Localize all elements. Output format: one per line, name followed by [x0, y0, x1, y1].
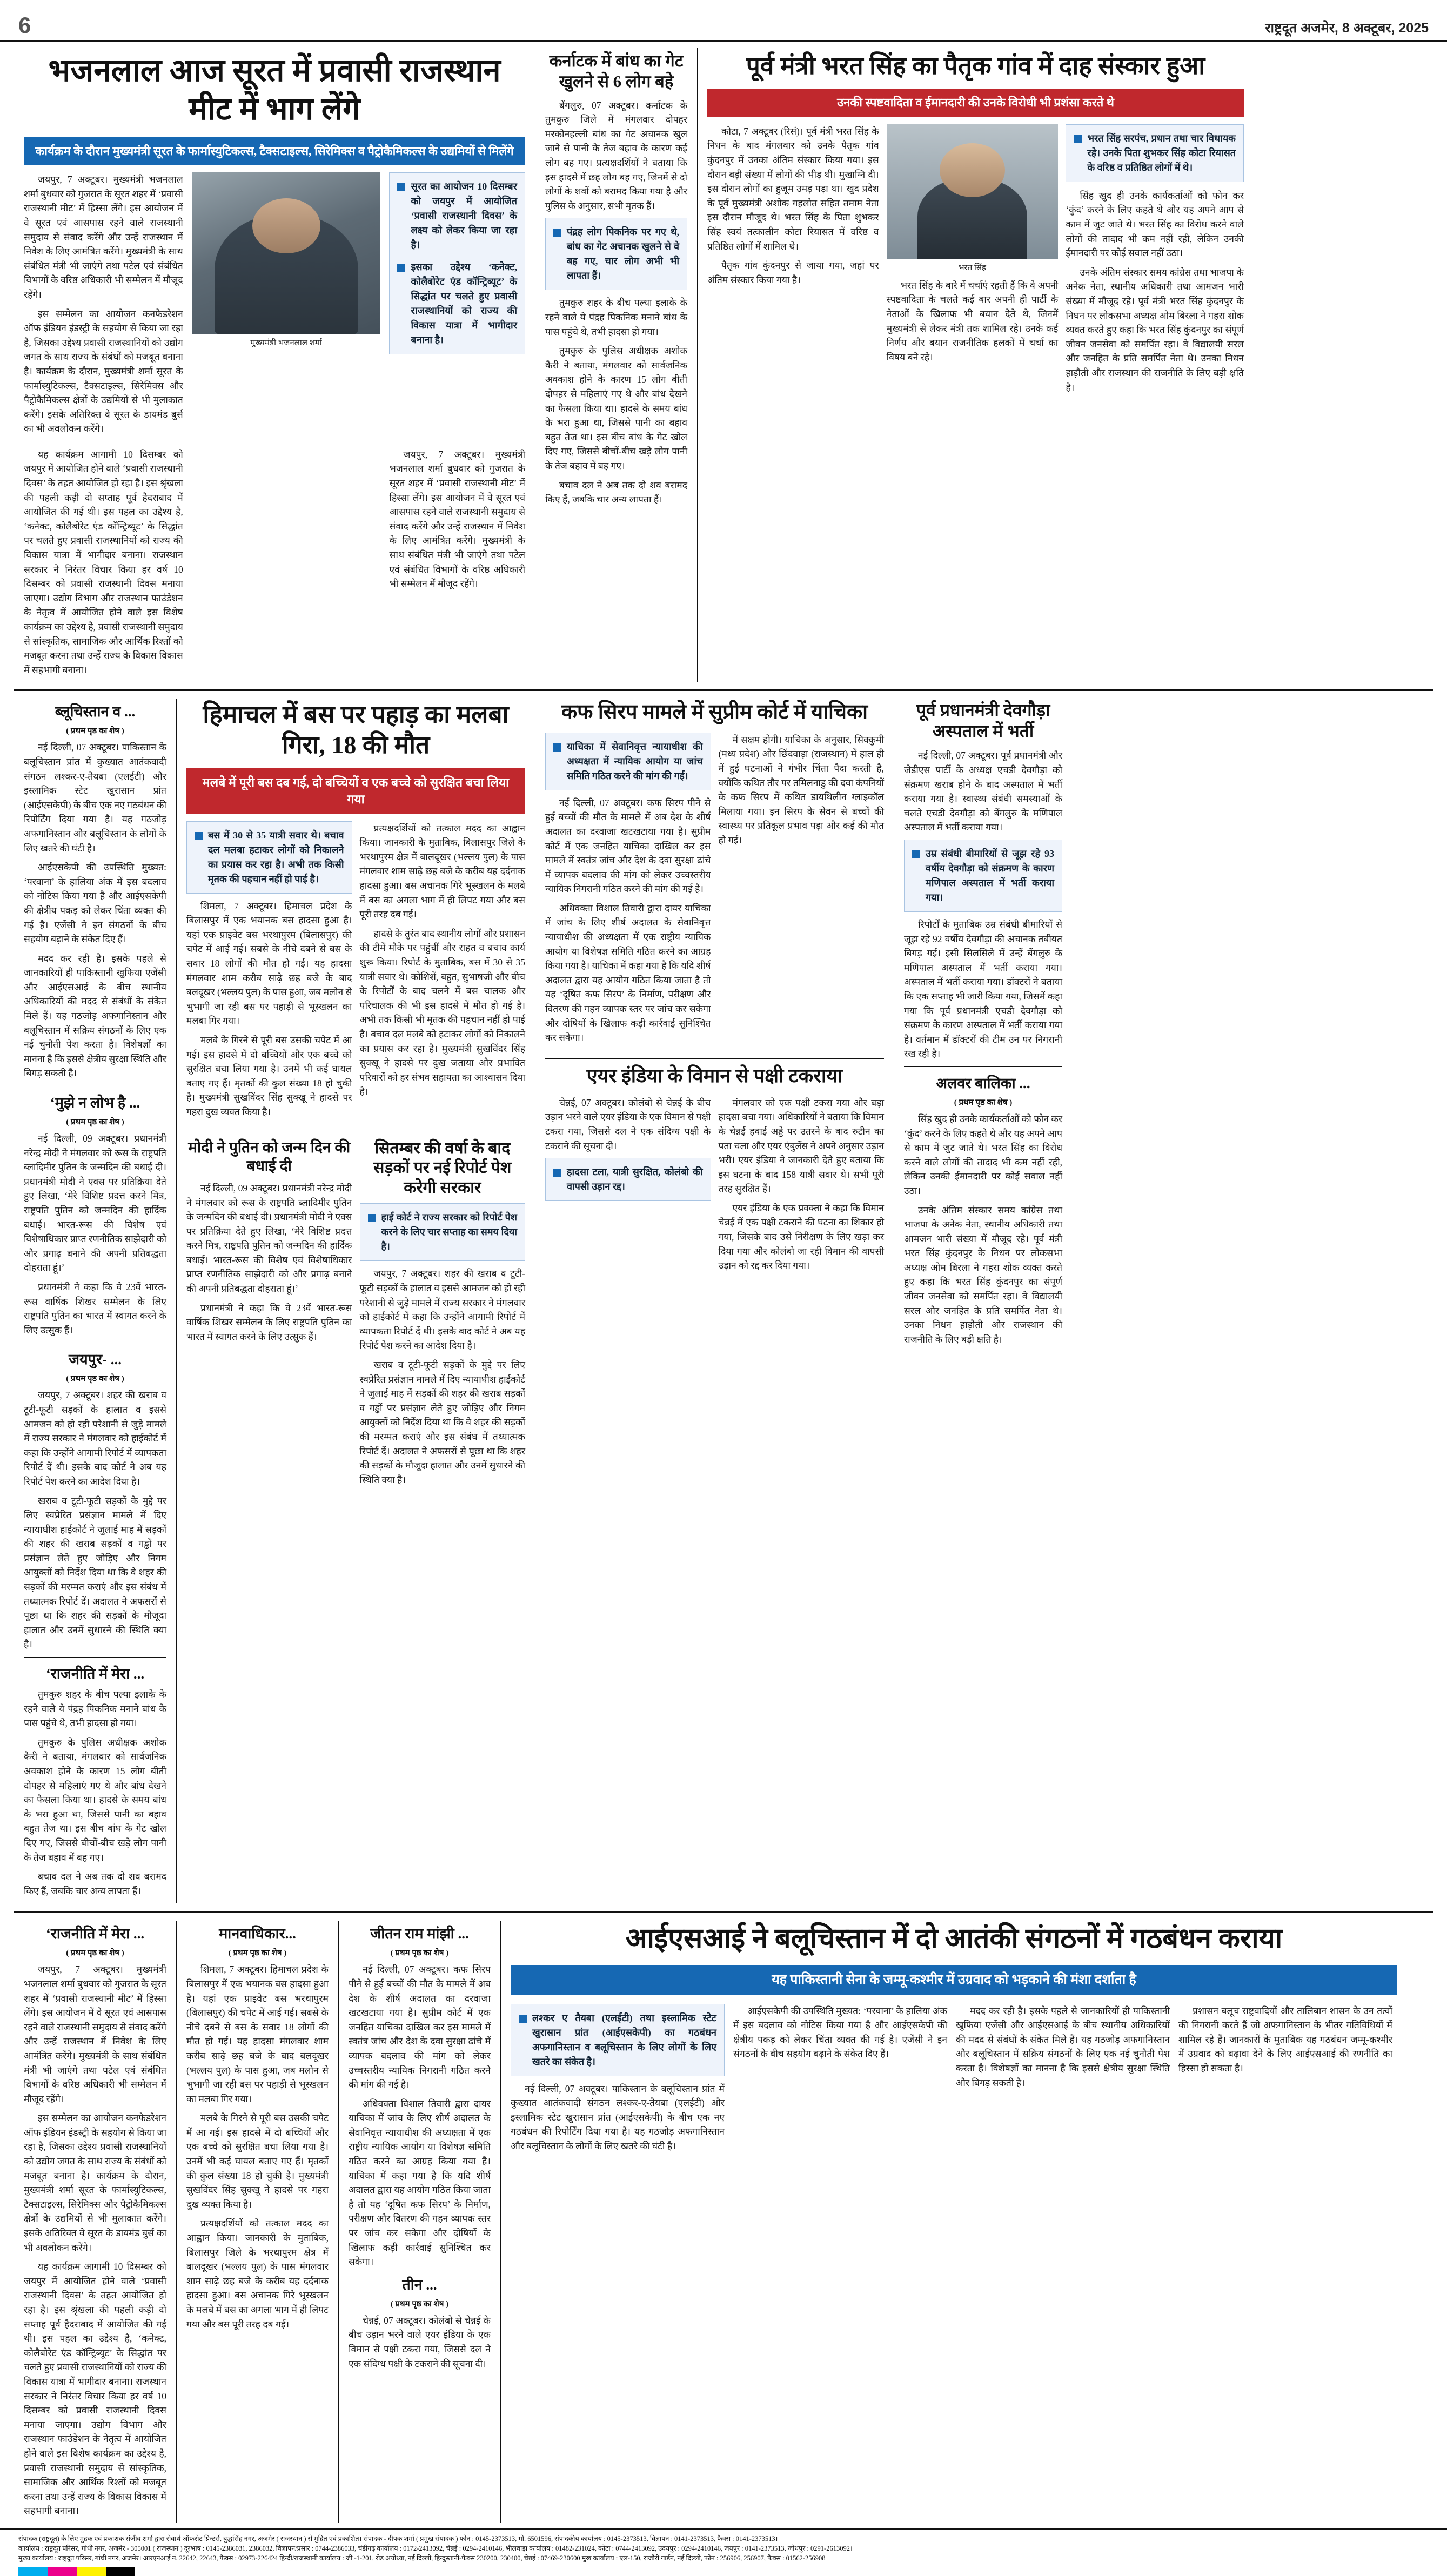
bullet-square-icon	[519, 2015, 527, 2023]
cough-syrup-headline: कफ सिरप मामले में सुप्रीम कोर्ट में याचिका	[561, 701, 868, 724]
cough-syrup-story	[535, 699, 894, 1903]
karnataka-story	[535, 48, 697, 682]
isi-kicker: यह पाकिस्तानी सेना के जम्मू-कश्मीर में उग्रवाद को भड़काने की मंशा दर्शाता है	[511, 1965, 1397, 1995]
isi-col4: प्रशासन बलूच राष्ट्रवादियों और तालिबान शासन के उन तत्वों की निगरानी करते हैं जो अफगानिस्तान के भीतर गतिविधियों में शामिल रहे हैं। जानकारों के मुताबिक यह गठबंधन जम्मू-कश्मीर में उग्रवाद को बढ़ावा देने के लिए आईएसआई की रणनीति का हिस्सा हो सकता है।	[1178, 2005, 1392, 2074]
karnataka-bullet: पंद्रह लोग पिकनिक पर गए थे, बांध का गेट अचानक खुलने से वे बह गए, चार लोग अभी भी लापता हैं।	[567, 226, 679, 281]
cont-body-rajneeti-2: जयपुर, 7 अक्टूबर। मुख्यमंत्री भजनलाल शर्मा बुधवार को गुजरात के सूरत शहर में ‘प्रवासी राजस्थानी मीट’ में हिस्सा लेंगे। इस आयोजन में वे सूरत एवं आसपास रहने वाले राजस्थानी समुदाय से संवाद करेंगे और उन्हें राजस्थान में निवेश के लिए आमंत्रित करेंगे। मुख्यमंत्री के साथ संबंधित मंत्री भी जाएंगे तथा पटेल एवं संबंधित विभागों के वरिष्ठ अधिकारी भी सम्मेलन में मौजूद रहेंगे। इस सम्मेलन का आयोजन कनफेडरेशन ऑफ इंडियन इंडस्ट्री के सहयोग से किया जा रहा है, जिसका उद्देश्य प्रवासी राजस्थानियों को उद्योग जगत के साथ राज्य के संबंधों को मजबूत बनाना है। कार्यक्रम के दौरान, मुख्यमंत्री शर्मा सूरत के फार्मास्युटिकल्स, टैक्सटाइल्स, सिरेमिक्स और पैट्रोकैमिकल्स क्षेत्रों के उद्यमियों से भी मुलाकात करेंगे। इसके अतिरिक्त वे सूरत के डायमंड बुर्स का भी अवलोकन करेंगे। यह कार्यक्रम आगामी 10 दिसम्बर को जयपुर में आयोजित होने वाले ‘प्रवासी राजस्थानी दिवस’ के तहत आयोजित हो रहा है। इस श्रृंखला की पहली कड़ी दो सप्ताह पूर्व हैदराबाद में आयोजित की गई थी। इस पहल का उद्देश्य है, ‘कनेक्ट, कोलैबोरेट एंड कॉन्ट्रिब्यूट’ के सिद्धांत पर चलते हुए प्रवासी राजस्थानियों को राज्य की विकास यात्रा में भागीदार बनाना। राजस्थान सरकार ने निरंतर विचार किया हर वर्ष 10 दिसम्बर को प्रवासी राजस्थानी दिवस मनाया जाएगा। उद्योग विभाग और राजस्थान फाउंडेशन के नेतृत्व में आयोजित होने वाले इस विशेष कार्यक्रम का उद्देश्य है, प्रवासी राजस्थानी समुदाय से सांस्कृतिक, सामाजिक और आर्थिक रिश्तों को मजबूत करना तथा उन्हें राज्य के विकास विकास में सहभागी बनाना।	[24, 1964, 166, 2517]
isi-col3: मदद कर रही है। इसके पहले से जानकारियों ही पाकिस्तानी खुफिया एजेंसी और आईएसआई के बीच स्थानीय अधिकारियों की मदद से संबंधों के संकेत मिले हैं। यह गठजोड़ अफगानिस्तान और बलूचिस्तान में सक्रिय संगठनों के लिए एक नई चुनौती पेश करता है। विशेषज्ञों का मानना है कि इससे क्षेत्रीय सुरक्षा स्थिति और बिगड़ सकती है।	[956, 2005, 1170, 2088]
bullet-square-icon	[397, 183, 405, 191]
cont-title-manavadhikar: मानवाधिकार...	[219, 1926, 296, 1942]
isi-bullet-box	[511, 2004, 725, 2076]
cont-from-alwar: ( प्रथम पृष्ठ का शेष )	[954, 1098, 1013, 1107]
cough-col1: नई दिल्ली, 07 अक्टूबर। कफ सिरप पीने से हुई बच्चों की मौत के मामले में अब देश के शीर्ष अदालत का दरवाजा खटखटाया गया है। सुप्रीम कोर्ट में एक जनहित याचिका दाखिल कर इस मामले में स्वतंत्र जांच और देश के दवा सुरक्षा ढांचे में व्यापक बदलाव की मांग को लेकर उच्चस्तरीय न्यायिक निगरानी गठित करने की मांग की गई है। अधिवक्ता विशाल तिवारी द्वारा दायर याचिका में जांच के लिए शीर्ष अदालत के सेवानिवृत्त न्यायाधीश की अध्यक्षता में एक राष्ट्रीय न्यायिक आयोग या विशेषज्ञ समिति गठित करने का आग्रह किया गया है। याचिका में कहा गया है कि यदि शीर्ष अदालत द्वारा यह आयोग गठित किया जाता है तो यह ‘दूषित कफ सिरप’ के निर्माण, परीक्षण और वितरण की गहन व्यापक स्तर पर जांच कर सकेगा और दोषियों के खिलाफ कड़ी कार्रवाई सुनिश्चित कर सकेगा।	[545, 797, 711, 1043]
masthead	[0, 0, 1447, 42]
devgowda-story	[894, 699, 1072, 1903]
isi-headline: आईएसआई ने बलूचिस्तान में दो आतंकी संगठनों में गठबंधन कराया	[625, 1923, 1283, 1955]
himachal-kicker: मलबे में पूरी बस दब गई, दो बच्चियों व एक बच्चे को सुरक्षित बचा लिया गया	[186, 768, 525, 814]
isi-col2: आईएसकेपी की उपस्थिति मुख्यत: ‘परवाना’ के हालिया अंक में इस बदलाव को नोटिस किया गया है और आईएसकेपी की क्षेत्रीय पकड़ को लेकर चिंता व्यक्त की गई है। एजेंसी ने इन संगठनों के बीच सहयोग बढ़ाने के संकेत दिए हैं।	[733, 2005, 948, 2060]
middle-section	[0, 699, 1447, 1903]
cont-title-teen: तीन ...	[402, 2276, 437, 2293]
bullet-square-icon	[553, 1169, 561, 1177]
cont-body-balochistan: नई दिल्ली, 07 अक्टूबर। पाकिस्तान के बलूचिस्तान प्रांत में कुख्यात आतंकवादी संगठन लश्कर-ए-तैयबा (एलईटी) और इस्लामिक स्टेट खुरासान प्रांत (आईएसकेपी) के बीच एक नए गठबंधन की रिपोर्टिंग दिया गया है। यह गठजोड़ अफगानिस्तान और बलूचिस्तान के लोगों के लिए खतरे की घंटी है। आईएसकेपी की उपस्थिति मुख्यत: ‘परवाना’ के हालिया अंक में इस बदलाव को नोटिस किया गया है और आईएसकेपी की क्षेत्रीय पकड़ को लेकर चिंता व्यक्त की गई है। एजेंसी ने इन संगठनों के बीच सहयोग बढ़ाने के संकेत दिए हैं। मदद कर रही है। इसके पहले से जानकारियों ही पाकिस्तानी खुफिया एजेंसी और आईएसआई के बीच स्थानीय अधिकारियों की मदद से संबंधों के संकेत मिले हैं। यह गठजोड़ अफगानिस्तान और बलूचिस्तान में सक्रिय संगठनों के लिए एक नई चुनौती पेश करता है। विशेषज्ञों का मानना है कि इससे क्षेत्रीय सुरक्षा स्थिति और बिगड़ सकती है।	[24, 742, 166, 1079]
cont-from-rajneeti-2: ( प्रथम पृष्ठ का शेष )	[66, 1949, 124, 1958]
cont-title-balochistan: ब्लूचिस्तान व ...	[55, 703, 136, 720]
bullet-square-icon	[195, 832, 203, 840]
lead-photo	[192, 172, 381, 334]
bullet-square-icon	[368, 1214, 376, 1222]
bharat-singh-portrait	[887, 124, 1059, 259]
bullet-square-icon	[397, 264, 405, 272]
bharat-singh-story	[697, 48, 1254, 682]
continuation-column-1	[14, 699, 176, 1903]
bharat-singh-col3: सिंह खुद ही उनके कार्यकर्ताओं को फोन कर ‘कुंद’ करने के लिए कहते थे और यह अपने आप से काम में जुट जाते थे। भरत सिंह का विरोध करने वाले लोगों की तादाद भी कम नहीं रही, लेकिन उनकी ईमानदारी पर कोई सवाल नहीं उठा। उनके अंतिम संस्कार समय कांग्रेस तथा भाजपा के अनेक नेता, स्थानीय अधिकारी तथा आमजन भारी संख्या में मौजूद रहे। पूर्व मंत्री भरत सिंह कुंदनपुर के निधन पर लोकसभा अध्यक्ष ओम बिरला ने गहरा शोक व्यक्त करते हुए कहा कि भरत सिंह कुंदनपुर का संपूर्ण जीवन जनसेवा को समर्पित रहा। वे विद्यालयी सरल और जनहित के प्रति समर्पित नेता थे। उनका निधन हाड़ौती और राजस्थान की राजनीति के लिए बड़ी क्षति है।	[1066, 190, 1244, 393]
lead-bullet-1: सूरत का आयोजन 10 दिसम्बर को जयपुर में आयोजित ‘प्रवासी राजस्थानी दिवस’ के लक्ष्य को लेकर किया जा रहा है।	[411, 181, 517, 251]
lead-body-col3	[192, 447, 381, 682]
himachal-bullet: बस में 30 से 35 यात्री सवार थे। बचाव दल मलबा हटाकर लोगों को निकालने का प्रयास कर रहा है। अभी तक किसी मृतक की पहचान नहीं हो पाई है।	[208, 829, 344, 884]
footer-line-3: मुख्य कार्यालय : राष्ट्रदूत परिसर, गांधी नगर, अजमेर। आरएनआई नं. 22642, 22643, फैक्स : 02973-226424 हिन्दी/राजस्थानी कार्यालय : जी -1-201, रोड अयोध्या, नई दिल्ली, हिन्दुस्तानी-फैक्स 230200, 230400, चेन्नई : 07469-230600 मुख कार्यालय : एल-150, राजौरी गार्डन, नई दिल्ली, फोन : 256906, 256907, फैक्स : 01562-256908	[18, 2554, 826, 2562]
himachal-bullet-box	[186, 821, 352, 894]
cont-body-jaipur: जयपुर, 7 अक्टूबर। शहर की खराब व टूटी-फूटी सड़कों के हालात व इससे आमजन को हो रही परेशानी से जुड़े मामले में राज्य सरकार ने मंगलवार को हाईकोर्ट में कहा कि उन्होंने आगामी रिपोर्ट में व्यापकता रिपोर्ट दें थी। इसके बाद कोर्ट ने अब यह रिपोर्ट पेश करने का आदेश दिया है। खराब व टूटी-फूटी सड़कों के मुद्दे पर लिए स्वप्रेरित प्रसंज्ञान मामले में दिए न्यायाधीश हाईकोर्ट ने जुलाई माह में सड़कों की शहर की खराब सड़कों व गड्ढों पर प्रसंज्ञान लेते हुए जोड़िए और निगम आयुक्तों को निर्देश दिया था कि वे शहर की सड़कों की मरम्मत कराएं और इस संबंध में तथ्यात्मक रिपोर्ट दें। अदालत ने अफसरों से पूछा था कि शहर की सड़कों के मौजूदा हालात और उनमें सुधारने की स्थिति क्या है।	[24, 1390, 166, 1650]
continuation-column-bottom-1	[14, 1921, 176, 2523]
page-number: 6	[18, 12, 31, 38]
isi-col1: नई दिल्ली, 07 अक्टूबर। पाकिस्तान के बलूचिस्तान प्रांत में कुख्यात आतंकवादी संगठन लश्कर-ए-तैयबा (एलईटी) और इस्लामिक स्टेट खुरासान प्रांत (आईएसकेपी) के बीच एक नए गठबंधन की रिपोर्टिंग दिया गया है। यह गठजोड़ अफगानिस्तान और बलूचिस्तान के लोगों के लिए खतरे की घंटी है।	[511, 2083, 725, 2151]
modi-putin-headline: मोदी ने पुतिन को जन्म दिन की बधाई दी	[188, 1139, 351, 1175]
bullet-square-icon	[553, 743, 561, 752]
cont-from-jitan: ( प्रथम पृष्ठ का शेष )	[390, 1949, 449, 1958]
lead-bullet-box	[389, 172, 525, 354]
cont-body-manavadhikar: शिमला, 7 अक्टूबर। हिमाचल प्रदेश के बिलासपुर में एक भयानक बस हादसा हुआ है। यहां एक प्राइवेट बस भरथापुरम (बिलासपुर) की चपेट में आई गई। सबसे के नीचे दबने से बस के सवार 18 लोगों की मौत हो गई। यह हादसा मंगलवार शाम करीब साढ़े छह बजे के बाद बलदूखर (भल्लय पुल) के पास हुआ, जब मलोन से भुभागी जा रही बस पर पहाड़ी से भूस्खलन का मलबा गिर गया। मलबे के गिरने से पूरी बस उसकी चपेट में आ गई। इस हादसे में दो बच्चियों और एक बच्चे को सुरक्षित बचा लिया गया है। उनमें भी कई घायल बताए गए हैं। मृतकों की कुल संख्या 18 हो चुकी है। मुख्यमंत्री सुखविंदर सिंह सुक्खू ने हादसे पर गहरा दुख व्यक्त किया है। प्रत्यक्षदर्शियों को तत्काल मदद का आह्वान किया। जानकारी के मुताबिक, बिलासपुर जिले के भरथापुरम क्षेत्र में बालदूखर (भल्लय पुल) के पास मंगलवार शाम साढ़े छह बजे के करीब यह दर्दनाक हादसा हुआ। बस अचानक गिरे भूस्खलन के मलबे में बस का अगला भाग में ही लिपट गया और बस पूरी तरह दब गई।	[186, 1964, 329, 2330]
himachal-story	[176, 699, 535, 1903]
lead-bullet-2: इसका उद्देश्य ‘कनेक्ट, कोलैबोरेट एंड कॉन्ट्रिब्यूट’ के सिद्धांत पर चलते हुए प्रवासी राजस्थानियों को राज्य की विकास यात्रा में भागीदार बनाना है।	[411, 261, 517, 346]
cont-title-alwar: अलवर बालिका ...	[936, 1075, 1030, 1091]
footer	[0, 2528, 1447, 2576]
devgowda-body-top: नई दिल्ली, 07 अक्टूबर। पूर्व प्रधानमंत्री और जेडीएस पार्टी के अध्यक्ष एचडी देवगौड़ा को संक्रमण खराब होने के बाद अस्पताल में भर्ती कराया गया है। स्वास्थ्य संबंधी समस्याओं के चलते एचडी देवगौड़ा को बेंगलुरु के मणिपाल अस्पताल में भर्ती कराया गया।	[904, 750, 1062, 833]
cough-bullet: याचिका में सेवानिवृत्त न्यायाधीश की अध्यक्षता में न्यायिक आयोग या जांच समिति गठित करने की मांग की गई।	[567, 741, 703, 781]
lead-photo-caption: मुख्यमंत्री भजनलाल शर्मा	[250, 339, 322, 348]
cmyk-registration-bar	[18, 2567, 1429, 2576]
himachal-col2: प्रत्यक्षदर्शियों को तत्काल मदद का आह्वान किया। जानकारी के मुताबिक, बिलासपुर जिले के भरथापुरम क्षेत्र में बालदूखर (भल्लय पुल) के पास मंगलवार शाम साढ़े छह बजे के करीब यह दर्दनाक हादसा हुआ। बस अचानक गिरे भूस्खलन के मलबे में बस का अगला भाग में ही लिपट गया और बस पूरी तरह दब गई। हादसे के तुरंत बाद स्थानीय लोगों और प्रशासन की टीमें मौके पर पहुंचीं और राहत व बचाव कार्य शुरू किया। रिपोर्ट के मुताबिक, बस में 30 से 35 यात्री सवार थे। कोशिशें, बहुत, सुभाषजी और बीच के रिपोर्टों के बाद चलने में बस चालक और परिचालक की भी इस हादसे में मौत हो गई है। अभी तक किसी भी मृतक की पहचान नहीं हो पाई है। बचाव दल मलबे को हटाकर लोगों को निकालने का प्रयास कर रहा है। मुख्यमंत्री सुखविंदर सिंह सुक्खू ने हादसे पर दुख जताया और प्रभावित परिवारों को हर संभव सहायता का आश्वासन दिया है।	[359, 822, 525, 1097]
air-india-bullet-box	[545, 1158, 711, 1201]
bullet-square-icon	[912, 850, 920, 858]
roads-headline: सितम्बर की वर्षा के बाद सड़कों पर नई रिपोर्ट पेश करेगी सरकार	[373, 1139, 512, 1197]
devgowda-body-rest: रिपोर्टों के मुताबिक उम्र संबंधी बीमारियों से जूझ रहे 92 वर्षीय देवगौड़ा की अचानक तबीयत बिगड़ गई। इसी सिलसिले में उन्हें बेंगलुरु के मणिपाल अस्पताल में भर्ती कराया गया। अस्पताल में भर्ती कराया गया। डॉक्टरों ने बताया कि एक सप्ताह भी जारी किया गया, जिसमें कहा गया कि पूर्व प्रधानमंत्री एचडी देवगौड़ा को संक्रमण के कारण अस्पताल में भर्ती कराया गया है। वर्तमान में डॉक्टरों की टीम उन पर निगरानी रख रही है।	[904, 919, 1062, 1059]
himachal-col1: शिमला, 7 अक्टूबर। हिमाचल प्रदेश के बिलासपुर में एक भयानक बस हादसा हुआ है। यहां एक प्राइवेट बस भरथापुरम (बिलासपुर) की चपेट में आई गई। सबसे के नीचे दबने से बस के सवार 18 लोगों की मौत हो गई। यह हादसा मंगलवार शाम करीब साढ़े छह बजे के बाद बलदूखर (भल्लय पुल) के पास हुआ, जब मलोन से भुभागी जा रही बस पर पहाड़ी से भूस्खलन का मलबा गिर गया। मलबे के गिरने से पूरी बस उसकी चपेट में आ गई। इस हादसे में दो बच्चियों और एक बच्चे को सुरक्षित बचा लिया गया है। उनमें भी कई घायल बताए गए हैं। मृतकों की कुल संख्या 18 हो चुकी है। मुख्यमंत्री सुखविंदर सिंह सुक्खू ने हादसे पर गहरा दुख व्यक्त किया है।	[186, 900, 352, 1117]
cont-body-alwar: सिंह खुद ही उनके कार्यकर्ताओं को फोन कर ‘कुंद’ करने के लिए कहते थे और यह अपने आप से काम में जुट जाते थे। भरत सिंह का विरोध करने वाले लोगों की तादाद भी कम नहीं रही, लेकिन उनकी ईमानदारी पर कोई सवाल नहीं उठा। उनके अंतिम संस्कार समय कांग्रेस तथा भाजपा के अनेक नेता, स्थानीय अधिकारी तथा आमजन भारी संख्या में मौजूद रहे। पूर्व मंत्री भरत सिंह कुंदनपुर के निधन पर लोकसभा अध्यक्ष ओम बिरला ने गहरा शोक व्यक्त करते हुए कहा कि भरत सिंह कुंदनपुर का संपूर्ण जीवन जनसेवा को समर्पित रहा। वे विद्यालयी सरल और जनहित के प्रति समर्पित नेता थे। उनका निधन हाड़ौती और राजस्थान की राजनीति के लिए बड़ी क्षति है।	[904, 1113, 1062, 1345]
top-section	[0, 42, 1447, 682]
bharat-singh-photo-caption: भरत सिंह	[959, 263, 986, 272]
air-india-col1: चेन्नई, 07 अक्टूबर। कोलंबो से चेन्नई के बीच उड़ान भरने वाले एयर इंडिया के एक विमान से पक्षी टकरा गया, जिससे दल ने एक संदिग्ध पक्षी के टकराने की सूचना दी।	[545, 1097, 711, 1151]
cont-from-teen: ( प्रथम पृष्ठ का शेष )	[390, 2299, 449, 2309]
devgowda-bullet: उम्र संबंधी बीमारियों से जूझ रहे 93 वर्षीय देवगौड़ा को संक्रमण के कारण मणिपाल अस्पताल में भर्ती कराया गया।	[926, 848, 1054, 903]
cont-body-mujhe: नई दिल्ली, 09 अक्टूबर। प्रधानमंत्री नरेन्द्र मोदी ने मंगलवार को रूस के राष्ट्रपति ब्लादिमीर पुतिन के जन्मदिन की बधाई दी। प्रधानमंत्री मोदी ने एक्स पर प्रतिक्रिया देते हुए लिखा, ‘मेरे विशिष्ट प्रदत्त करने मित्र, राष्ट्रपति पुतिन को जन्मदिन की हार्दिक बधाई। भारत-रूस की विशेष एवं विशेषाधिकार प्राप्त रणनीतिक साझेदारी को और प्रगाढ़ बनाने की अपनी प्रतिबद्धता दोहराता हूं।’ प्रधानमंत्री ने कहा कि वे 23वें भारत-रूस वार्षिक शिखर सम्मेलन के लिए राष्ट्रपति पुतिन का भारत में स्वागत करने के लिए उत्सुक हैं।	[24, 1133, 166, 1336]
bharat-singh-bullet: भरत सिंह सरपंच, प्रधान तथा चार विधायक रहे। उनके पिता शुभकर सिंह कोटा रियासत के वरिष्ठ व प्रतिष्ठित लोगों में थे।	[1087, 132, 1236, 173]
roads-bullet-box	[360, 1203, 526, 1261]
lead-body-col1: जयपुर, 7 अक्टूबर। मुख्यमंत्री भजनलाल शर्मा बुधवार को गुजरात के सूरत शहर में ‘प्रवासी राजस्थानी मीट’ में हिस्सा लेंगे। इस आयोजन में वे सूरत एवं आसपास रहने वाले राजस्थानी समुदाय से संवाद करेंगे और उन्हें राजस्थान में निवेश के लिए आमंत्रित करेंगे। मुख्यमंत्री के साथ संबंधित मंत्री भी जाएंगे तथा पटेल एवं संबंधित विभागों के वरिष्ठ अधिकारी भी सम्मेलन में मौजूद रहेंगे। इस सम्मेलन का आयोजन कनफेडरेशन ऑफ इंडियन इंडस्ट्री के सहयोग से किया जा रहा है, जिसका उद्देश्य प्रवासी राजस्थानियों को उद्योग जगत के साथ राज्य के संबंधों को मजबूत बनाना है। कार्यक्रम के दौरान, मुख्यमंत्री शर्मा सूरत के फार्मास्युटिकल्स, टैक्सटाइल्स, सिरेमिक्स और पैट्रोकैमिकल्स क्षेत्रों के उद्यमियों से भी मुलाकात करेंगे। इसके अतिरिक्त वे सूरत के डायमंड बुर्स का भी अवलोकन करेंगे।	[24, 174, 183, 434]
modi-putin-body: नई दिल्ली, 09 अक्टूबर। प्रधानमंत्री नरेन्द्र मोदी ने मंगलवार को रूस के राष्ट्रपति ब्लादिमीर पुतिन के जन्मदिन की बधाई दी। प्रधानमंत्री मोदी ने एक्स पर प्रतिक्रिया देते हुए लिखा, ‘मेरे विशिष्ट प्रदत्त करने मित्र, राष्ट्रपति पुतिन को जन्मदिन की हार्दिक बधाई। भारत-रूस की विशेष एवं विशेषाधिकार प्राप्त रणनीतिक साझेदारी को और प्रगाढ़ बनाने की अपनी प्रतिबद्धता दोहराता हूं।’ प्रधानमंत्री ने कहा कि वे 23वें भारत-रूस वार्षिक शिखर सम्मेलन के लिए राष्ट्रपति पुतिन का भारत में स्वागत करने के लिए उत्सुक हैं।	[186, 1182, 352, 1342]
cont-title-jitan: जीतन राम मांझी ...	[370, 1926, 469, 1942]
bharat-singh-col2: भरत सिंह के बारे में चर्चाएं रहती हैं कि वे अपनी स्पष्टवादिता के चलते कई बार अपनी ही पार्टी के नेताओं के खिलाफ भी बयान देते थे, जिनमें मुख्यमंत्री से लेकर मंत्री तक शामिल रहे। उनके कई निर्णय और बयान राजनीतिक हलकों में चर्चा का विषय बने रहे।	[886, 279, 1059, 363]
footer-line-1: संपादक (राष्ट्रदूत) के लिए मुद्रक एवं प्रकाशक संजीव शर्मा द्वारा सेवार्थ ऑफसेट प्रिन्टर्स, बुद्धसिंह नगर, अजमेर ( राजस्थान ) से मुद्रित एवं प्रकाशित। संपादक - दीपक शर्मा ( प्रमुख संपादक ) फोन : 0145-2373513, मो. 6501596, संपादकीय कार्यालय : 0145-2373513, विज्ञापन : 0141-2373513, फैक्स : 0141-2373513।	[18, 2534, 778, 2543]
isi-section	[0, 1911, 1447, 2523]
isi-bullet: लश्कर ए तैयबा (एलईटी) तथा इस्लामिक स्टेट खुरासान प्रांत (आईएसकेपी) का गठबंधन अफगानिस्तान व बलूचिस्तान के लिए लोगों के लिए खतरे का संकेत है।	[532, 2012, 716, 2067]
cont-body-jitan: नई दिल्ली, 07 अक्टूबर। कफ सिरप पीने से हुई बच्चों की मौत के मामले में अब देश के शीर्ष अदालत का दरवाजा खटखटाया गया है। सुप्रीम कोर्ट में एक जनहित याचिका दाखिल कर इस मामले में स्वतंत्र जांच और देश के दवा सुरक्षा ढांचे में व्यापक बदलाव की मांग को लेकर उच्चस्तरीय न्यायिक निगरानी गठित करने की मांग की गई है। अधिवक्ता विशाल तिवारी द्वारा दायर याचिका में जांच के लिए शीर्ष अदालत के सेवानिवृत्त न्यायाधीश की अध्यक्षता में एक राष्ट्रीय न्यायिक आयोग या विशेषज्ञ समिति गठित करने का आग्रह किया गया है। याचिका में कहा गया है कि यदि शीर्ष अदालत द्वारा यह आयोग गठित किया जाता है तो यह ‘दूषित कफ सिरप’ के निर्माण, परीक्षण और वितरण की गहन व्यापक स्तर पर जांच कर सकेगा और दोषियों के खिलाफ कड़ी कार्रवाई सुनिश्चित कर सकेगा।	[349, 1964, 491, 2268]
cough-col2: में सक्षम होगी। याचिका के अनुसार, सिक्कुमी (मध्य प्रदेश) और छिंदवाड़ा (राजस्थान) में हाल ही में हुई घटनाओं ने गंभीर चिंता पैदा करती है, क्योंकि कथित तौर पर तमिलनाडु की दवा कंपनियों के कफ सिरप में कथित डायथिलीन ग्लाइकॉल मिलाया गया। इन सिरप के सेवन से बच्चों की स्वास्थ्य पर प्रतिकूल प्रभाव पड़ा और कई की मौत हो गई।	[718, 734, 884, 846]
cont-from-balochistan: ( प्रथम पृष्ठ का शेष )	[66, 727, 124, 736]
air-india-col2: मंगलवार को एक पक्षी टकरा गया और बड़ा हादसा बचा गया। अधिकारियों ने बताया कि विमान के चेन्नई हवाई अड्डे पर उतरने के बाद रुटीन का पता चला और एयर एंबुलेंस ने अपने अनुसार उड़ान भरी। एयर इंडिया ने जानकारी देते हुए बताया कि इस घटना के बाद 158 यात्री सवार थे। सभी पूरी तरह सुरक्षित हैं। एयर इंडिया के एक प्रवक्ता ने कहा कि विमान चेन्नई में एक पक्षी टकराने की घटना का शिकार हो गया, जिसके बाद उसे निरीक्षण के लिए खड़ा कर दिया गया और कोलंबो जा रही विमान की वापसी उड़ान को रद्द कर दिया गया।	[718, 1097, 884, 1271]
air-india-bullet: हादसा टला, यात्री सुरक्षित, कोलंबो की वापसी उड़ान रद्द।	[567, 1166, 703, 1192]
cont-from-manavadhikar: ( प्रथम पृष्ठ का शेष )	[228, 1949, 287, 1958]
karnataka-headline: कर्नाटक में बांध का गेट खुलने से 6 लोग बहे	[549, 51, 684, 91]
cont-title-jaipur: जयपुर- ...	[68, 1351, 122, 1368]
karnataka-body-top: बेंगलुरु, 07 अक्टूबर। कर्नाटक के तुमकुरु जिले में मंगलवार दोपहर मरकोनहल्ली बांध का गेट अचानक खुल जाने से पानी के तेज बहाव के कारण कई लोग बह गए। प्रत्यक्षदर्शियों ने बताया कि इस हादसे में छह लोग बह गए, जिनमें से दो लोगों के शवों को बरामद किया गया है और पुलिस के अनुसार, सभी मृतक हैं।	[545, 99, 687, 211]
bharat-singh-headline: पूर्व मंत्री भरत सिंह का पैतृक गांव में दाह संस्कार हुआ	[746, 52, 1205, 79]
devgowda-headline: पूर्व प्रधानमंत्री देवगौड़ा अस्पताल में भर्ती	[916, 700, 1050, 741]
cont-title-rajneeti: ‘राजनीति में मेरा ...	[45, 1666, 145, 1682]
bharat-singh-kicker: उनकी स्पष्टवादिता व ईमानदारी की उनके विरोधी भी प्रशंसा करते थे	[707, 89, 1244, 117]
cont-title-mujhe: ‘मुझे न लोभ है ...	[50, 1095, 140, 1111]
cont-from-jaipur: ( प्रथम पृष्ठ का शेष )	[66, 1374, 124, 1384]
air-india-headline: एयर इंडिया के विमान से पक्षी टकराया	[586, 1064, 843, 1086]
karnataka-bullet-box	[545, 218, 687, 290]
cough-bullet-box	[545, 733, 711, 790]
roads-body: जयपुर, 7 अक्टूबर। शहर की खराब व टूटी-फूटी सड़कों के हालात व इससे आमजन को हो रही परेशानी से जुड़े मामले में राज्य सरकार ने मंगलवार को हाईकोर्ट में कहा कि उन्होंने आगामी रिपोर्ट में व्यापकता रिपोर्ट दें थी। इसके बाद कोर्ट ने अब यह रिपोर्ट पेश करने का आदेश दिया है। खराब व टूटी-फूटी सड़कों के मुद्दे पर लिए स्वप्रेरित प्रसंज्ञान मामले में दिए न्यायाधीश हाईकोर्ट ने जुलाई माह में सड़कों की शहर की खराब सड़कों व गड्ढों पर प्रसंज्ञान लेते हुए जोड़िए और निगम आयुक्तों को निर्देश दिया था कि वे शहर की सड़कों की मरम्मत कराएं और इस संबंध में तथ्यात्मक रिपोर्ट दें। अदालत ने अफसरों से पूछा था कि शहर की सड़कों के मौजूदा हालात और उनमें सुधारने की स्थिति क्या है।	[359, 1268, 525, 1485]
himachal-headline: हिमाचल में बस पर पहाड़ का मलबा गिरा, 18 की मौत	[203, 701, 509, 759]
continuation-column-bottom-2	[176, 1921, 338, 2523]
lead-headline: भजनलाल आज सूरत में प्रवासी राजस्थान मीट में भाग लेंगे	[48, 53, 501, 126]
karnataka-body-rest: तुमकुरु शहर के बीच पल्या इलाके के रहने वाले ये पंद्रह पिकनिक मनाने बांध के पास पहुंचे थे, तभी हादसा हो गया। तुमकुरु के पुलिस अधीक्षक अशोक कैरी ने बताया, मंगलवार को सार्वजनिक अवकाश होने के कारण 15 लोग बीती दोपहर से महिलाएं गए थे और बांध देखने का फैसला किया था। हादसे के समय बांध के भरा हुआ था, जिससे पानी का बहाव बहुत तेज था। इस बीच बांध के गेट खोल दिए गए, जिससे बीचों-बीच खड़े लोग पानी के तेज बहाव में बह गए। बचाव दल ने अब तक दो शव बरामद किए हैं, जबकि चार अन्य लापता हैं।	[545, 297, 687, 505]
cont-from-mujhe: ( प्रथम पृष्ठ का शेष )	[66, 1118, 124, 1127]
cont-body-rajneeti: तुमकुरु शहर के बीच पल्या इलाके के रहने वाले ये पंद्रह पिकनिक मनाने बांध के पास पहुंचे थे, तभी हादसा हो गया। तुमकुरु के पुलिस अधीक्षक अशोक कैरी ने बताया, मंगलवार को सार्वजनिक अवकाश होने के कारण 15 लोग बीती दोपहर से महिलाएं गए थे और बांध देखने का फैसला किया था। हादसे के समय बांध के भरा हुआ था, जिससे पानी का बहाव बहुत तेज था। इस बीच बांध के गेट खोल दिए गए, जिससे बीचों-बीच खड़े लोग पानी के तेज बहाव में बह गए। बचाव दल ने अब तक दो शव बरामद किए हैं, जबकि चार अन्य लापता हैं।	[24, 1689, 166, 1896]
continuation-column-bottom-3	[338, 1921, 500, 2523]
lead-story	[14, 48, 535, 682]
bharat-singh-col1: कोटा, 7 अक्टूबर (रिसं)। पूर्व मंत्री भरत सिंह के निधन के बाद मंगलवार को उनके पैतृक गांव कुंदनपुर में उनका अंतिम संस्कार किया गया। इस दौरान बड़ी संख्या में लोगों की भीड़ थी। मुखाग्नि दी। इस दौरान लोगों का हुजूम उमड़ पड़ा था। खुद प्रदेश के पूर्व मुख्यमंत्री अशोक गहलोत सहित तमाम नेता इस दौरान मौजूद थे। भरत सिंह के पिता शुभकर सिंह स्वयं तत्कालीन कोटा रियासत में वरिष्ठ व प्रतिष्ठित लोगों में शामिल थे। पैतृक गांव कुंदनपुर से जाया गया, जहां पर अंतिम संस्कार किया गया है।	[707, 125, 879, 285]
footer-line-2: कार्यालय : राष्ट्रदूत परिसर, गांधी नगर, अजमेर - 305001 ( राजस्थान ) दूरभाष : 0145-2386031, 2386032, विज्ञापन/प्रसार : 0744-2386033, चंडीगढ़ कार्यालय : 0172-2413092, चेन्नई : 0294-2410146, भीलवाड़ा कार्यालय : 01482-231024, कोटा : 0744-2413092, उदयपुर : 0294-2410146, जयपुर : 0141-2373513, जोधपुर : 0291-2613092।	[18, 2545, 853, 2553]
isi-story	[500, 1921, 1407, 2523]
cont-title-rajneeti-2: ‘राजनीति में मेरा ...	[45, 1926, 145, 1942]
roads-bullet: हाई कोर्ट ने राज्य सरकार को रिपोर्ट पेश करने के लिए चार सप्ताह का समय दिया है।	[381, 1212, 517, 1252]
bullet-square-icon	[1074, 135, 1082, 143]
bharat-singh-bullet-box	[1066, 124, 1244, 182]
lead-body-col4: जयपुर, 7 अक्टूबर। मुख्यमंत्री भजनलाल शर्मा बुधवार को गुजरात के सूरत शहर में ‘प्रवासी राजस्थानी मीट’ में हिस्सा लेंगे। इस आयोजन में वे सूरत एवं आसपास रहने वाले राजस्थानी समुदाय से संवाद करेंगे और उन्हें राजस्थान में निवेश के लिए आमंत्रित करेंगे। मुख्यमंत्री के साथ संबंधित मंत्री भी जाएंगे तथा पटेल एवं संबंधित विभागों के वरिष्ठ अधिकारी भी सम्मेलन में मौजूद रहेंगे।	[389, 448, 525, 589]
masthead-date: राष्ट्रदूत अजमेर, 8 अक्टूबर, 2025	[1265, 21, 1429, 36]
lead-kicker: कार्यक्रम के दौरान मुख्यमंत्री सूरत के फार्मास्युटिकल्स, टैक्सटाइल्स, सिरेमिक्स व पैट्रोकैमिकल्स के उद्यमियों से मिलेंगे	[24, 137, 525, 165]
cont-body-teen: चेन्नई, 07 अक्टूबर। कोलंबो से चेन्नई के बीच उड़ान भरने वाले एयर इंडिया के एक विमान से पक्षी टकरा गया, जिससे दल ने एक संदिग्ध पक्षी के टकराने की सूचना दी।	[349, 2315, 491, 2369]
lead-body-col2: यह कार्यक्रम आगामी 10 दिसम्बर को जयपुर में आयोजित होने वाले ‘प्रवासी राजस्थानी दिवस’ के तहत आयोजित हो रहा है। इस श्रृंखला की पहली कड़ी दो सप्ताह पूर्व हैदराबाद में आयोजित की गई थी। इस पहल का उद्देश्य है, ‘कनेक्ट, कोलैबोरेट एंड कॉन्ट्रिब्यूट’ के सिद्धांत पर चलते हुए प्रवासी राजस्थानियों को राज्य की विकास यात्रा में भागीदार बनाना। राजस्थान सरकार ने निरंतर विचार किया हर वर्ष 10 दिसम्बर को प्रवासी राजस्थानी दिवस मनाया जाएगा। उद्योग विभाग और राजस्थान फाउंडेशन के नेतृत्व में आयोजित होने वाले इस विशेष कार्यक्रम का उद्देश्य है, प्रवासी राजस्थानी समुदाय से सांस्कृतिक, सामाजिक और आर्थिक रिश्तों को मजबूत करना तथा उन्हें राज्य के विकास विकास में सहभागी बनाना।	[24, 448, 183, 675]
devgowda-bullet-box	[904, 840, 1062, 912]
bullet-square-icon	[553, 229, 561, 237]
